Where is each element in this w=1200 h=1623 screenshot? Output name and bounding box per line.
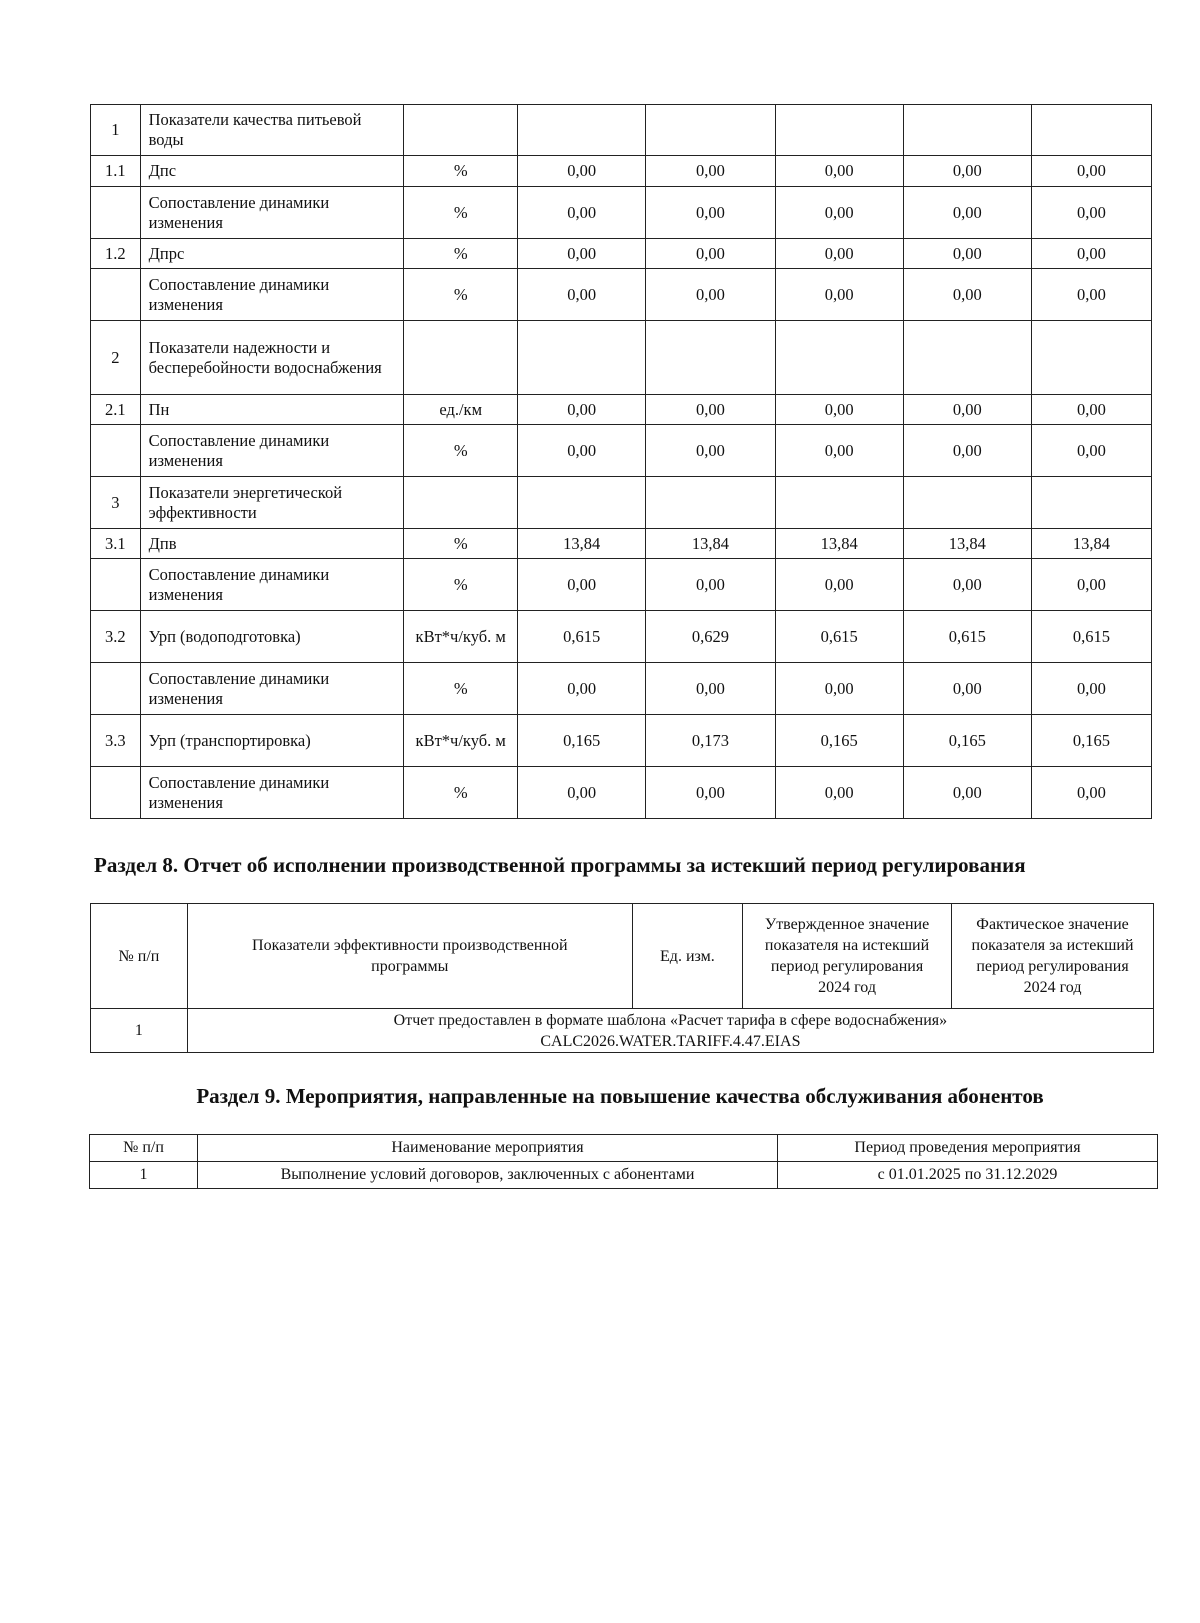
table-row [91, 239, 1152, 269]
value-cell: 0,00 [775, 187, 903, 239]
indicator-name: Урп (водоподготовка) [140, 611, 404, 663]
table-row [91, 187, 1152, 239]
value-cell: 0,00 [518, 663, 646, 715]
row-number: 1.2 [91, 239, 141, 269]
section9-title: Раздел 9. Мероприятия, направленные на повышение качества обслуживания абонентов [196, 1084, 1044, 1108]
value-cell: 0,00 [646, 239, 775, 269]
value-cell: 0,00 [1031, 187, 1151, 239]
table-header-row [91, 904, 1154, 1009]
value-cell [903, 105, 1031, 156]
value-cell: 0,00 [775, 663, 903, 715]
row-number [91, 269, 141, 321]
value-cell: 0,00 [775, 156, 903, 187]
value-cell: 0,165 [518, 715, 646, 767]
indicator-name: Дпс [140, 156, 404, 187]
value-cell: 0,629 [646, 611, 775, 663]
value-cell: 0,00 [903, 395, 1031, 425]
value-cell [775, 321, 903, 395]
indicator-name: Показатели качества питьевой воды [140, 105, 404, 156]
value-cell: 0,00 [1031, 425, 1151, 477]
row-number: 3.3 [91, 715, 141, 767]
row-number: 3.2 [91, 611, 141, 663]
value-cell: 0,00 [518, 187, 646, 239]
value-cell: 0,00 [518, 269, 646, 321]
table-row [91, 425, 1152, 477]
indicator-name: Сопоставление динамики изменения [140, 269, 404, 321]
value-cell: 0,173 [646, 715, 775, 767]
value-cell: 0,00 [903, 156, 1031, 187]
unit-cell: % [404, 187, 518, 239]
value-cell: 0,00 [646, 767, 775, 819]
value-cell: 0,00 [646, 395, 775, 425]
indicator-name: Дпрс [140, 239, 404, 269]
unit-cell: % [404, 529, 518, 559]
value-cell: 0,00 [518, 156, 646, 187]
row-name: Выполнение условий договоров, заключенных с абонентами [198, 1162, 778, 1189]
value-cell: 0,165 [903, 715, 1031, 767]
unit-cell [404, 477, 518, 529]
header-actual: Фактическое значение показателя за истекший период регулирования 2024 год [952, 904, 1154, 1009]
row-number [91, 663, 141, 715]
indicator-name: Сопоставление динамики изменения [140, 187, 404, 239]
value-cell [1031, 321, 1151, 395]
table-row [91, 529, 1152, 559]
row-number: 1.1 [91, 156, 141, 187]
value-cell: 0,00 [903, 663, 1031, 715]
table-row [91, 105, 1152, 156]
value-cell: 0,00 [1031, 395, 1151, 425]
value-cell: 0,00 [646, 187, 775, 239]
value-cell: 0,00 [1031, 269, 1151, 321]
table-row [91, 715, 1152, 767]
header-unit: Ед. изм. [632, 904, 742, 1009]
value-cell: 0,00 [903, 187, 1031, 239]
value-cell [646, 105, 775, 156]
header-indicator: Показатели эффективности производственной программы [187, 904, 632, 1009]
unit-cell [404, 321, 518, 395]
table-row [91, 611, 1152, 663]
indicator-name: Показатели энергетической эффективности [140, 477, 404, 529]
indicator-name: Сопоставление динамики изменения [140, 559, 404, 611]
value-cell [775, 105, 903, 156]
row-number: 2.1 [91, 395, 141, 425]
value-cell: 0,00 [1031, 239, 1151, 269]
table-header-row [90, 1135, 1158, 1162]
value-cell: 0,615 [903, 611, 1031, 663]
row-number: 3 [91, 477, 141, 529]
report-note [187, 1009, 1153, 1053]
value-cell: 0,00 [903, 425, 1031, 477]
row-period: с 01.01.2025 по 31.12.2029 [778, 1162, 1158, 1189]
indicator-name: Дпв [140, 529, 404, 559]
value-cell: 0,00 [1031, 663, 1151, 715]
value-cell: 0,615 [518, 611, 646, 663]
value-cell: 13,84 [646, 529, 775, 559]
value-cell [518, 321, 646, 395]
header-period: Период проведения мероприятия [778, 1135, 1158, 1162]
value-cell: 13,84 [903, 529, 1031, 559]
unit-cell: кВт*ч/куб. м [404, 611, 518, 663]
value-cell: 0,00 [646, 663, 775, 715]
value-cell [1031, 477, 1151, 529]
unit-cell: % [404, 239, 518, 269]
row-number: 3.1 [91, 529, 141, 559]
value-cell: 0,00 [775, 559, 903, 611]
table-row [91, 663, 1152, 715]
value-cell: 13,84 [775, 529, 903, 559]
row-number [91, 187, 141, 239]
value-cell: 0,00 [1031, 559, 1151, 611]
value-cell: 0,00 [903, 767, 1031, 819]
value-cell [903, 321, 1031, 395]
row-number [91, 767, 141, 819]
value-cell: 0,00 [518, 767, 646, 819]
value-cell: 0,00 [518, 239, 646, 269]
value-cell: 0,00 [775, 395, 903, 425]
value-cell [1031, 105, 1151, 156]
value-cell: 0,00 [518, 425, 646, 477]
row-num: 1 [91, 1009, 188, 1053]
row-number [91, 425, 141, 477]
value-cell: 0,00 [903, 239, 1031, 269]
value-cell: 0,00 [775, 767, 903, 819]
indicators-table [90, 104, 1152, 819]
unit-cell: % [404, 663, 518, 715]
table-row [91, 767, 1152, 819]
table-row [91, 269, 1152, 321]
table-row [91, 321, 1152, 395]
table-row [91, 395, 1152, 425]
value-cell: 0,00 [646, 269, 775, 321]
section9-table [89, 1134, 1158, 1189]
indicator-name: Сопоставление динамики изменения [140, 663, 404, 715]
section8-table [90, 903, 1154, 1053]
header-name: Наименование мероприятия [198, 1135, 778, 1162]
section8-title: Раздел 8. Отчет об исполнении производственной программы за истекший период регулирования [94, 853, 1026, 877]
unit-cell: % [404, 156, 518, 187]
header-num: № п/п [90, 1135, 198, 1162]
value-cell: 0,00 [775, 269, 903, 321]
row-num: 1 [90, 1162, 198, 1189]
value-cell [775, 477, 903, 529]
value-cell: 0,00 [903, 559, 1031, 611]
value-cell: 0,00 [518, 395, 646, 425]
value-cell: 0,00 [518, 559, 646, 611]
table-row [91, 156, 1152, 187]
indicator-name: Показатели надежности и бесперебойности водоснабжения [140, 321, 404, 395]
unit-cell: % [404, 559, 518, 611]
value-cell: 0,165 [775, 715, 903, 767]
table-row [91, 477, 1152, 529]
value-cell: 0,615 [1031, 611, 1151, 663]
value-cell [903, 477, 1031, 529]
indicator-name: Пн [140, 395, 404, 425]
unit-cell: ед./км [404, 395, 518, 425]
unit-cell [404, 105, 518, 156]
value-cell: 0,00 [903, 269, 1031, 321]
report-note-line1: Отчет предоставлен в формате шаблона «Расчет тарифа в сфере водоснабжения» [393, 1011, 948, 1029]
value-cell: 0,615 [775, 611, 903, 663]
unit-cell: % [404, 425, 518, 477]
row-number [91, 559, 141, 611]
value-cell [646, 477, 775, 529]
row-number: 2 [91, 321, 141, 395]
value-cell [518, 105, 646, 156]
value-cell: 13,84 [518, 529, 646, 559]
table-row [90, 1162, 1158, 1189]
header-num: № п/п [91, 904, 188, 1009]
value-cell: 0,00 [1031, 767, 1151, 819]
value-cell: 0,00 [646, 559, 775, 611]
value-cell: 0,00 [775, 425, 903, 477]
indicator-name: Урп (транспортировка) [140, 715, 404, 767]
indicator-name: Сопоставление динамики изменения [140, 425, 404, 477]
value-cell: 0,00 [646, 156, 775, 187]
table-row [91, 559, 1152, 611]
value-cell [646, 321, 775, 395]
value-cell: 0,00 [1031, 156, 1151, 187]
value-cell: 0,00 [775, 239, 903, 269]
report-note-line2: CALC2026.WATER.TARIFF.4.47.EIAS [540, 1032, 801, 1050]
header-approved: Утвержденное значение показателя на истекший период регулирования 2024 год [742, 904, 951, 1009]
unit-cell: % [404, 269, 518, 321]
indicator-name: Сопоставление динамики изменения [140, 767, 404, 819]
value-cell: 0,00 [646, 425, 775, 477]
value-cell [518, 477, 646, 529]
row-number: 1 [91, 105, 141, 156]
unit-cell: % [404, 767, 518, 819]
value-cell: 0,165 [1031, 715, 1151, 767]
value-cell: 13,84 [1031, 529, 1151, 559]
unit-cell: кВт*ч/куб. м [404, 715, 518, 767]
table-row [91, 1009, 1154, 1053]
